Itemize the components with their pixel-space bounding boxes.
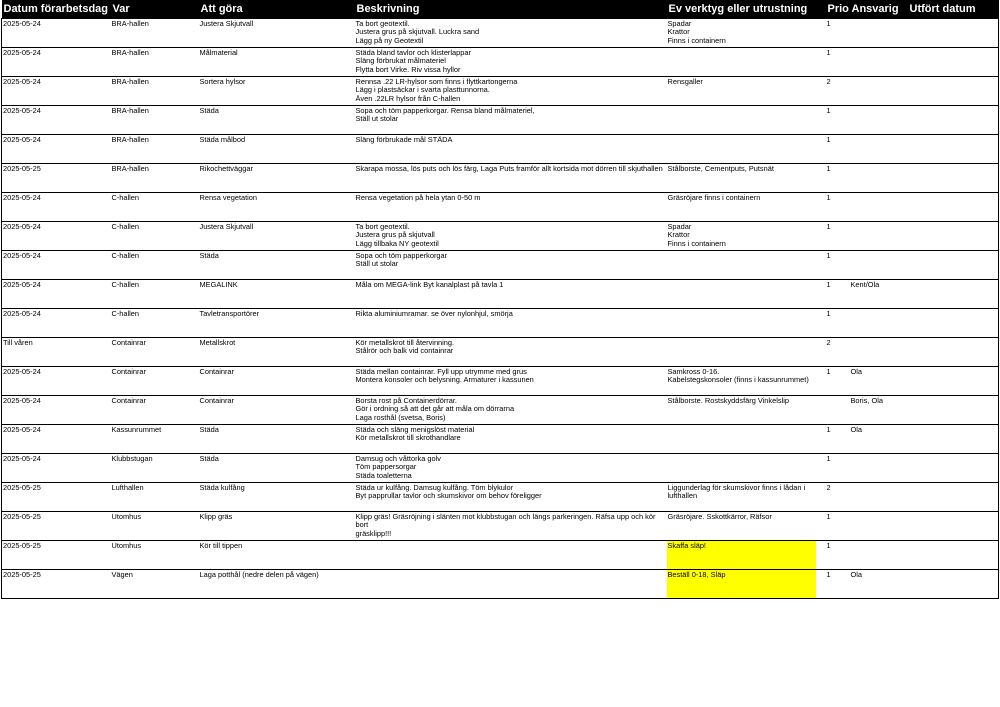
cell-description[interactable] — [355, 106, 667, 135]
cell-description-line: Borsta rost på Containerdörrar. — [355, 396, 457, 405]
table-row — [2, 135, 999, 164]
cell-tools[interactable] — [667, 338, 816, 367]
cell-responsible[interactable] — [850, 454, 908, 483]
cell-done-date[interactable] — [908, 483, 999, 512]
cell-description[interactable] — [355, 338, 667, 367]
cell-prio[interactable]: 1 — [826, 19, 850, 48]
cell-description[interactable] — [355, 396, 667, 425]
cell-tools[interactable] — [667, 106, 816, 135]
cell-where[interactable]: C-hallen — [111, 309, 199, 338]
cell-tools[interactable] — [667, 251, 816, 280]
cell-prio[interactable]: 2 — [826, 338, 850, 367]
cell-tools[interactable] — [667, 77, 816, 106]
cell-where[interactable]: Containrar — [111, 338, 199, 367]
cell-description[interactable] — [355, 309, 667, 338]
cell-date[interactable]: 2025-05-24 — [2, 135, 111, 164]
cell-description-line: Klipp gräs! Gräsröjning i slänten mot klubbstugan och längs parkeringen. Räfsa upp och kör bort — [355, 512, 656, 530]
cell-description-line: Släng förbrukat målmateriel — [355, 56, 446, 66]
table-row — [2, 338, 999, 367]
table-row — [2, 425, 999, 454]
cell-tools-line: Krattor — [667, 230, 690, 240]
cell-done-date[interactable] — [908, 280, 999, 309]
header-spacer — [816, 0, 826, 19]
cell-date[interactable]: 2025-05-25 — [2, 164, 111, 193]
cell-tools-line: Beställ 0-18, Släp — [667, 570, 726, 579]
cell-description[interactable] — [355, 483, 667, 512]
cell-date[interactable]: 2025-05-24 — [2, 396, 111, 425]
cell-description-line: Ställ ut stolar — [355, 259, 399, 269]
cell-description-line: Byt papprullar tavlor och skumskivor om behov föreligger — [355, 491, 542, 501]
cell-where[interactable]: BRA-hallen — [111, 135, 199, 164]
cell-description-line: Släng förbrukade mål STÄDA — [355, 135, 453, 144]
cell-spacer — [816, 541, 826, 570]
cell-where[interactable]: Utomhus — [111, 512, 199, 541]
cell-done-date[interactable] — [908, 164, 999, 193]
cell-where[interactable]: Klubbstugan — [111, 454, 199, 483]
cell-tools-line: Gräsröjare finns i containern — [667, 193, 761, 202]
cell-done-date[interactable] — [908, 19, 999, 48]
cell-description-line: Kör metallskrot till skrothandlare — [355, 433, 461, 443]
cell-spacer — [816, 454, 826, 483]
cell-prio[interactable]: 1 — [826, 135, 850, 164]
table-row — [2, 396, 999, 425]
cell-prio[interactable]: 1 — [826, 367, 850, 396]
cell-todo[interactable]: Städa — [199, 425, 355, 454]
cell-spacer — [816, 280, 826, 309]
cell-where[interactable]: C-hallen — [111, 222, 199, 251]
cell-tools-line: Finns i containern — [667, 238, 726, 248]
cell-tools[interactable] — [667, 512, 816, 541]
cell-description-line: Laga rosthål (svetsa, Boris) — [355, 412, 446, 422]
cell-done-date[interactable] — [908, 48, 999, 77]
cell-responsible[interactable]: Kent/Ola — [850, 280, 908, 309]
table-row — [2, 570, 999, 599]
cell-description[interactable] — [355, 19, 667, 48]
cell-prio[interactable]: 1 — [826, 251, 850, 280]
cell-todo[interactable]: Justera Skjutvall — [199, 19, 355, 48]
cell-prio[interactable]: 1 — [826, 309, 850, 338]
cell-description[interactable] — [355, 367, 667, 396]
cell-tools[interactable] — [667, 48, 816, 77]
cell-tools[interactable] — [667, 425, 816, 454]
cell-description-line: Rensa vegetation på hela ytan 0-50 m — [355, 193, 481, 202]
cell-tools[interactable] — [667, 570, 816, 599]
cell-tools-line: lufthallen — [667, 491, 698, 501]
cell-description[interactable] — [355, 193, 667, 222]
cell-spacer — [816, 222, 826, 251]
cell-spacer — [816, 135, 826, 164]
cell-tools[interactable] — [667, 396, 816, 425]
cell-tools-line: Spadar — [667, 222, 692, 231]
cell-description[interactable] — [355, 541, 667, 570]
cell-todo[interactable]: Justera Skjutvall — [199, 222, 355, 251]
cell-description-line: Kör metallskrot till återvinning. — [355, 338, 455, 347]
cell-description-line: Även .22LR hylsor från C-hallen — [355, 93, 461, 103]
cell-responsible[interactable]: Boris, Ola — [850, 396, 908, 425]
table-row — [2, 251, 999, 280]
table-row — [2, 106, 999, 135]
cell-spacer — [816, 309, 826, 338]
cell-where[interactable]: Utomhus — [111, 541, 199, 570]
cell-description[interactable] — [355, 77, 667, 106]
cell-date[interactable]: 2025-05-24 — [2, 106, 111, 135]
cell-description[interactable] — [355, 251, 667, 280]
cell-responsible[interactable]: Ola — [850, 367, 908, 396]
cell-responsible[interactable] — [850, 164, 908, 193]
cell-tools[interactable] — [667, 193, 816, 222]
cell-spacer — [816, 48, 826, 77]
cell-description-line: Skarapa mossa, lös puts och lös färg, Laga Puts framför allt kortsida mot dörren till skjuthallen — [355, 164, 663, 173]
table-row — [2, 77, 999, 106]
cell-done-date[interactable] — [908, 541, 999, 570]
cell-where[interactable]: C-hallen — [111, 251, 199, 280]
cell-prio[interactable]: 1 — [826, 280, 850, 309]
cell-todo[interactable]: Städa — [199, 454, 355, 483]
cell-date[interactable]: 2025-05-24 — [2, 48, 111, 77]
cell-description-line: Städa toaletterna — [355, 470, 412, 480]
cell-spacer — [816, 396, 826, 425]
cell-description-line: Ta bort geotextil. — [355, 19, 410, 28]
cell-responsible[interactable] — [850, 483, 908, 512]
table-row — [2, 48, 999, 77]
cell-tools-line: Liggunderlag för skumskivor finns i lådan i — [667, 483, 806, 492]
cell-todo[interactable]: Rensa vegetation — [199, 193, 355, 222]
cell-todo[interactable]: Laga potthål (nedre delen på vägen) — [199, 570, 355, 599]
table-row — [2, 483, 999, 512]
cell-where[interactable]: Vägen — [111, 570, 199, 599]
cell-prio[interactable]: 2 — [826, 77, 850, 106]
cell-prio[interactable]: 2 — [826, 483, 850, 512]
cell-responsible[interactable] — [850, 309, 908, 338]
cell-responsible[interactable] — [850, 193, 908, 222]
table-row — [2, 164, 999, 193]
cell-todo[interactable]: Städa kulfång — [199, 483, 355, 512]
cell-description-line: Lägg i plastsäckar i svarta plasttunnorna. — [355, 85, 490, 95]
cell-done-date[interactable] — [908, 251, 999, 280]
table-row — [2, 309, 999, 338]
cell-responsible[interactable] — [850, 135, 908, 164]
cell-done-date[interactable] — [908, 570, 999, 599]
cell-date[interactable]: 2025-05-24 — [2, 280, 111, 309]
cell-responsible[interactable] — [850, 19, 908, 48]
cell-where[interactable]: BRA-hallen — [111, 19, 199, 48]
table-row — [2, 222, 999, 251]
cell-tools-line: Kabelstegskonsoler (finns i kassunrummet) — [667, 375, 809, 385]
header-date[interactable]: Datum förarbetsdag — [2, 0, 111, 19]
cell-where[interactable]: Kassunrummet — [111, 425, 199, 454]
cell-date[interactable]: 2025-05-24 — [2, 193, 111, 222]
cell-prio[interactable]: 1 — [826, 193, 850, 222]
header-row — [2, 0, 999, 19]
cell-prio[interactable]: 1 — [826, 106, 850, 135]
cell-responsible[interactable] — [850, 251, 908, 280]
cell-tools-line: Spadar — [667, 19, 692, 28]
table-row — [2, 280, 999, 309]
cell-description-line: Flytta bort Virke. Riv vissa hyllor — [355, 64, 461, 74]
cell-description-line: Stålrör och balk vid containrar — [355, 346, 454, 356]
cell-done-date[interactable] — [908, 77, 999, 106]
cell-done-date[interactable] — [908, 338, 999, 367]
cell-todo[interactable]: Tavletransportörer — [199, 309, 355, 338]
cell-todo[interactable]: Städa — [199, 106, 355, 135]
cell-tools[interactable] — [667, 309, 816, 338]
cell-description[interactable] — [355, 280, 667, 309]
cell-prio[interactable] — [826, 396, 850, 425]
cell-todo[interactable]: Målmaterial — [199, 48, 355, 77]
cell-date[interactable]: 2025-05-24 — [2, 309, 111, 338]
header-responsible[interactable]: Ansvarig — [850, 0, 908, 19]
cell-todo[interactable]: Containrar — [199, 367, 355, 396]
cell-description-line: Justera grus på skjutvall — [355, 230, 435, 240]
cell-description-line: Lägg tillbaka NY geotextil — [355, 238, 439, 248]
cell-responsible[interactable]: Ola — [850, 425, 908, 454]
table-row — [2, 19, 999, 48]
cell-spacer — [816, 77, 826, 106]
cell-todo[interactable]: Klipp gräs — [199, 512, 355, 541]
cell-prio[interactable]: 1 — [826, 541, 850, 570]
cell-tools-line: Krattor — [667, 27, 690, 37]
cell-description-line: Justera grus på skjutvall. Luckra sand — [355, 27, 480, 37]
cell-done-date[interactable] — [908, 367, 999, 396]
cell-where[interactable]: BRA-hallen — [111, 164, 199, 193]
cell-description-line: Städa ur kulfång. Damsug kulfång. Töm blykulor — [355, 483, 514, 492]
cell-tools[interactable] — [667, 135, 816, 164]
cell-description-line: Ställ ut stolar — [355, 114, 399, 124]
cell-responsible[interactable] — [850, 222, 908, 251]
cell-spacer — [816, 164, 826, 193]
header-todo[interactable]: Att göra — [199, 0, 355, 19]
cell-description[interactable] — [355, 512, 667, 541]
cell-spacer — [816, 338, 826, 367]
table-row — [2, 541, 999, 570]
cell-description-line: Städa mellan containrar. Fyll upp utrymme med grus — [355, 367, 527, 376]
cell-description-line: Sopa och töm papperkorgar. Rensa bland målmateriel, — [355, 106, 535, 115]
cell-responsible[interactable] — [850, 106, 908, 135]
cell-description-line: Måla om MEGA-link Byt kanalplast på tavla 1 — [355, 280, 504, 289]
cell-where[interactable]: Containrar — [111, 367, 199, 396]
cell-spacer — [816, 483, 826, 512]
cell-done-date[interactable] — [908, 396, 999, 425]
cell-done-date[interactable] — [908, 454, 999, 483]
cell-description[interactable] — [355, 570, 667, 599]
cell-todo[interactable]: Metallskrot — [199, 338, 355, 367]
cell-tools[interactable] — [667, 367, 816, 396]
cell-done-date[interactable] — [908, 222, 999, 251]
cell-where[interactable]: BRA-hallen — [111, 48, 199, 77]
cell-description[interactable] — [355, 454, 667, 483]
cell-spacer — [816, 19, 826, 48]
cell-spacer — [816, 512, 826, 541]
cell-date[interactable]: 2025-05-24 — [2, 454, 111, 483]
cell-responsible[interactable] — [850, 338, 908, 367]
cell-date[interactable]: 2025-05-24 — [2, 425, 111, 454]
header-prio[interactable]: Prio — [826, 0, 850, 19]
table-row — [2, 454, 999, 483]
cell-description[interactable] — [355, 164, 667, 193]
cell-prio[interactable]: 1 — [826, 512, 850, 541]
cell-description-line: Städa och släng menigslöst material — [355, 425, 475, 434]
cell-where[interactable]: Containrar — [111, 396, 199, 425]
cell-date[interactable]: 2025-05-24 — [2, 251, 111, 280]
cell-date[interactable]: 2025-05-24 — [2, 222, 111, 251]
cell-date[interactable]: 2025-05-25 — [2, 512, 111, 541]
cell-todo[interactable]: MEGALINK — [199, 280, 355, 309]
cell-description[interactable] — [355, 135, 667, 164]
cell-date[interactable]: 2025-05-25 — [2, 483, 111, 512]
cell-done-date[interactable] — [908, 135, 999, 164]
table-row — [2, 367, 999, 396]
cell-prio[interactable]: 1 — [826, 48, 850, 77]
header-description[interactable]: Beskrivning — [355, 0, 667, 19]
cell-prio[interactable]: 1 — [826, 454, 850, 483]
cell-description[interactable] — [355, 222, 667, 251]
cell-spacer — [816, 106, 826, 135]
cell-description-line: Töm pappersorgar — [355, 462, 417, 472]
cell-prio[interactable]: 1 — [826, 222, 850, 251]
cell-description-line: Damsug och våttorka golv — [355, 454, 441, 463]
cell-responsible[interactable] — [850, 77, 908, 106]
table-row — [2, 193, 999, 222]
cell-where[interactable]: C-hallen — [111, 193, 199, 222]
task-table — [1, 0, 999, 599]
cell-todo[interactable]: Containrar — [199, 396, 355, 425]
cell-todo[interactable]: Städa — [199, 251, 355, 280]
cell-description-line: Städa bland tavlor och klisterlappar — [355, 48, 471, 57]
cell-responsible[interactable] — [850, 48, 908, 77]
cell-tools-line: Gräsröjare. Sskottkärror, Räfsor — [667, 512, 772, 521]
cell-description-line: gräsklipp!!! — [355, 528, 392, 538]
cell-tools[interactable] — [667, 483, 816, 512]
cell-tools-line: Stålborste. Rostskyddsfärg Vinkelslip — [667, 396, 789, 405]
cell-todo[interactable]: Rikochettväggar — [199, 164, 355, 193]
cell-date[interactable]: 2025-05-24 — [2, 367, 111, 396]
cell-prio[interactable]: 1 — [826, 425, 850, 454]
cell-responsible[interactable] — [850, 512, 908, 541]
cell-tools[interactable] — [667, 19, 816, 48]
cell-description-line: Lägg på ny Geotextil — [355, 35, 424, 45]
cell-where[interactable]: BRA-hallen — [111, 77, 199, 106]
cell-todo[interactable]: Städa målbod — [199, 135, 355, 164]
cell-responsible[interactable] — [850, 541, 908, 570]
cell-tools[interactable] — [667, 222, 816, 251]
cell-description-line: Sopa och töm papperkorgar — [355, 251, 448, 260]
header-done-date[interactable]: Utfört datum — [908, 0, 999, 19]
cell-todo[interactable]: Kör till tippen — [199, 541, 355, 570]
table-row — [2, 512, 999, 541]
cell-spacer — [816, 251, 826, 280]
cell-spacer — [816, 193, 826, 222]
cell-done-date[interactable] — [908, 193, 999, 222]
cell-prio[interactable]: 1 — [826, 570, 850, 599]
cell-tools[interactable] — [667, 164, 816, 193]
cell-tools-line: Stålborste, Cementputs, Putsnät — [667, 164, 774, 173]
cell-tools[interactable] — [667, 280, 816, 309]
cell-todo[interactable]: Sortera hylsor — [199, 77, 355, 106]
cell-tools-line: Finns i containern — [667, 35, 726, 45]
cell-description-line: Gör i ordning så att det går att måla om dörrarna — [355, 404, 515, 414]
cell-done-date[interactable] — [908, 309, 999, 338]
cell-description[interactable] — [355, 425, 667, 454]
cell-where[interactable]: Lufthallen — [111, 483, 199, 512]
cell-done-date[interactable] — [908, 512, 999, 541]
header-where[interactable]: Var — [111, 0, 199, 19]
cell-done-date[interactable] — [908, 106, 999, 135]
cell-date[interactable]: 2025-05-24 — [2, 77, 111, 106]
cell-done-date[interactable] — [908, 425, 999, 454]
cell-spacer — [816, 425, 826, 454]
cell-where[interactable]: BRA-hallen — [111, 106, 199, 135]
cell-tools-line: Skaffa släp! — [667, 541, 706, 550]
cell-description[interactable] — [355, 48, 667, 77]
cell-tools-line: Samkross 0-16. — [667, 367, 720, 376]
cell-prio[interactable]: 1 — [826, 164, 850, 193]
cell-spacer — [816, 367, 826, 396]
cell-description-line: Rennsa .22 LR-hylsor som finns i flyttkartongerna — [355, 77, 518, 86]
cell-tools-line: Rensgaller — [667, 77, 703, 86]
cell-date[interactable]: 2025-05-25 — [2, 541, 111, 570]
cell-tools[interactable] — [667, 541, 816, 570]
cell-date[interactable]: 2025-05-24 — [2, 19, 111, 48]
cell-description-line: Rikta aluminiumramar. se över nylonhjul, smörja — [355, 309, 513, 318]
cell-where[interactable]: C-hallen — [111, 280, 199, 309]
header-tools[interactable]: Ev verktyg eller utrustning — [667, 0, 816, 19]
cell-date[interactable]: 2025-05-25 — [2, 570, 111, 599]
cell-tools[interactable] — [667, 454, 816, 483]
cell-description-line: Ta bort geotextil. — [355, 222, 410, 231]
cell-date[interactable]: Till våren — [2, 338, 111, 367]
cell-spacer — [816, 570, 826, 599]
cell-responsible[interactable]: Ola — [850, 570, 908, 599]
cell-description-line: Montera konsoler och belysning. Armaturer i kassunen — [355, 375, 534, 385]
